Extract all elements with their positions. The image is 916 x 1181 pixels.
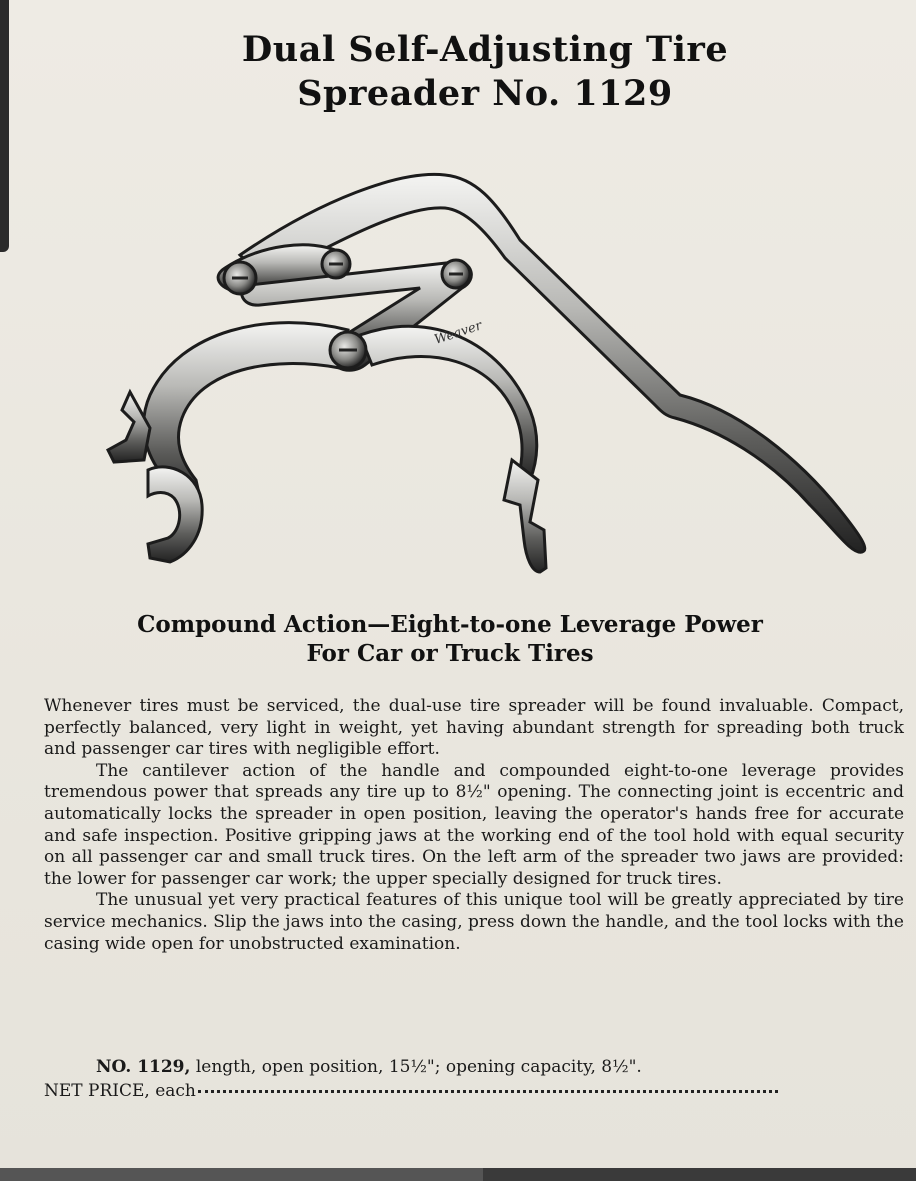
right-arm (360, 326, 537, 480)
page-title (0, 28, 916, 116)
net-price-label: NET PRICE, each (44, 1081, 196, 1101)
title-line-1: Dual Self-Adjusting Tire (241, 29, 729, 70)
spec-block (44, 1055, 904, 1103)
right-jaw (504, 460, 546, 572)
spec-details: length, open position, 15½"; opening capacity, 8½". (195, 1057, 642, 1077)
model-number: NO. 1129, (96, 1057, 191, 1077)
subtitle (0, 610, 900, 668)
subtitle-line-1: Compound Action—Eight-to-one Leverage Power (137, 611, 763, 638)
paragraph-1: Whenever tires must be serviced, the dual-use tire spreader will be found invaluable. Compact, perfectly balanced, very light in weight, yet having abundant strength for spreading both truck and passenger car tires with negligible effort. (44, 696, 904, 760)
price-row (44, 1079, 904, 1103)
bottom-bar-segment (483, 1168, 916, 1181)
bottom-bar (0, 1168, 916, 1181)
dot-leader (198, 1090, 778, 1093)
spec-line (44, 1055, 904, 1079)
tool-imprint: Weaver (432, 318, 484, 348)
paragraph-3: The unusual yet very practical features of this unique tool will be greatly appreciated by tire service mechanics. Slip the jaws into the casing, press down the handle, and the tool locks with the casing wide open for unobstructed examination. (44, 890, 904, 954)
tire-spreader-illustration (100, 160, 880, 580)
subtitle-line-2: For Car or Truck Tires (306, 640, 594, 667)
left-upper-jaw (108, 392, 150, 462)
title-line-2: Spreader No. 1129 (297, 73, 673, 114)
left-lower-jaw (148, 467, 202, 562)
paragraph-2: The cantilever action of the handle and compounded eight-to-one leverage provides tremendous power that spreads any tire up to 8½" opening. The connecting joint is eccentric and automatically locks the spreader in open position, leaving the operator's hands free for accurate and safe inspection. Positive gripping jaws at the working end of the tool hold with equal security on all passenger car and small truck tires. On the left arm of the spreader two jaws are provided: the lower for passenger car work; the upper specially designed for truck tires. (44, 760, 904, 889)
description (44, 696, 904, 955)
